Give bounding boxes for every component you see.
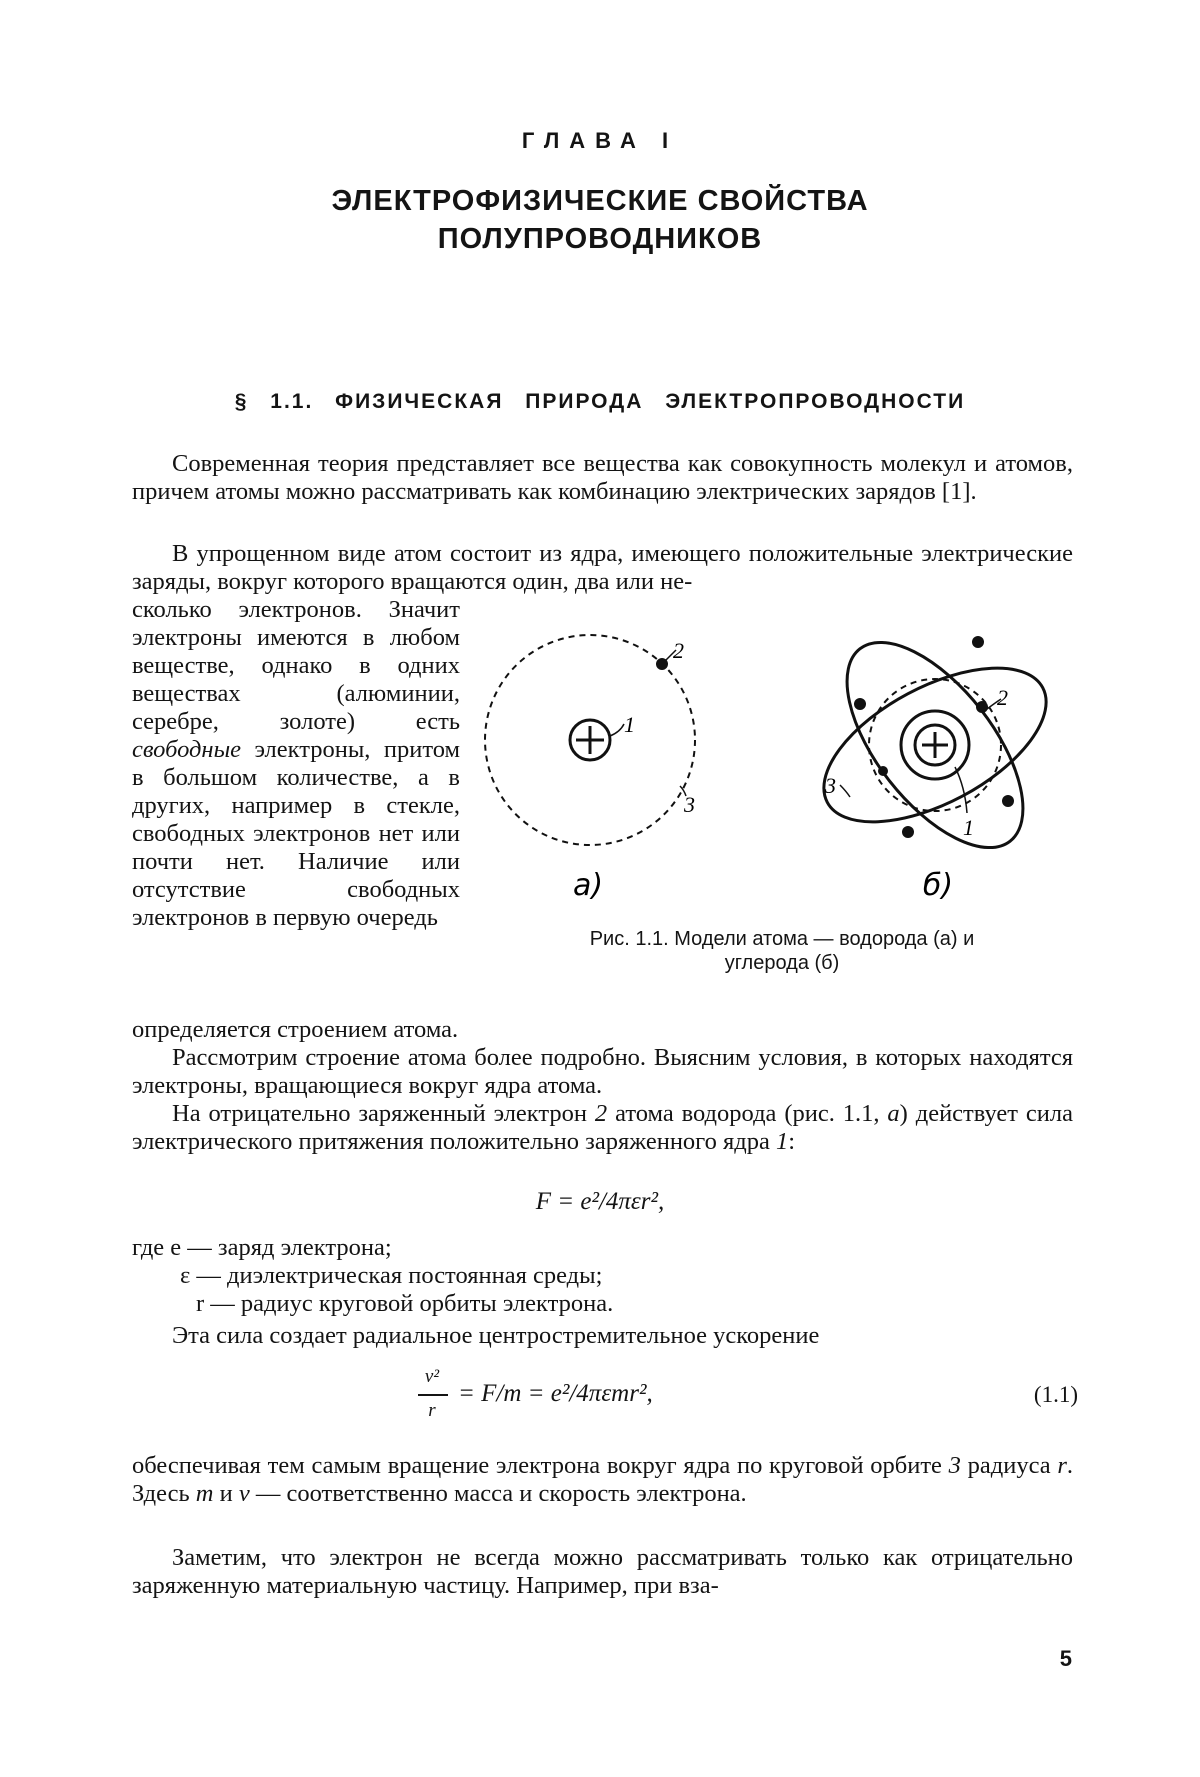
paragraph-5 [132, 1322, 1073, 1350]
chapter-title [0, 182, 1200, 258]
figure-caption [492, 927, 1072, 975]
figure-label-b: б) [922, 868, 954, 903]
paragraph-2-end: определяется строением атома. [132, 1016, 459, 1043]
svg-text:3: 3 [825, 773, 836, 798]
equation-1-1-rest: = F/m = e²/4πεmr², [458, 1380, 653, 1407]
definition-epsilon: ε — диэлектрическая постоянная среды; [180, 1262, 603, 1289]
equation-tag: (1.1) [1033, 1382, 1078, 1407]
chapter-title-line2: ПОЛУПРОВОДНИКОВ [437, 223, 763, 255]
carbon-model [800, 613, 1070, 877]
label-2-a: 2 [673, 638, 684, 663]
fraction-bar [418, 1394, 448, 1396]
paragraph-6: обеспечивая тем самым вращение электрона вокруг ядра по круговой орбите 3 радиуса r. Здесь m и v — соответственно масса и скорость электрона. [132, 1452, 1074, 1507]
fraction-numerator: v² [424, 1366, 440, 1387]
paragraph-3-text: Рассмотрим строение атома более подробно. Выясним условия, в которых находятся электроны, вращающиеся вокруг ядра атома. [132, 1044, 1073, 1099]
paragraph-1 [132, 450, 1073, 506]
svg-text:2: 2 [997, 685, 1008, 710]
label-1-a: 1 [624, 712, 635, 737]
svg-text:1: 1 [963, 815, 974, 840]
paragraph-2-intro-text: В упрощенном виде атом состоит из ядра, имеющего положительные электрические заряды, вокруг которого вращаются один, два или не- [132, 540, 1073, 595]
emphasis-free: свободные [132, 736, 242, 763]
page-number: 5 [1059, 1646, 1072, 1671]
label-3-a: 3 [684, 792, 695, 817]
paragraph-3 [132, 1044, 1073, 1100]
atom-models-figure [470, 610, 1070, 910]
equation-force: F = e²/4πεr², [535, 1188, 665, 1215]
paragraph-2-column-text-a: сколько электронов. Значит электроны имеются в любом веществе, однако в одних веществах (алюминии, серебре, золоте) есть [132, 596, 460, 735]
definition-r: r — радиус круговой орбиты электрона. [196, 1290, 614, 1317]
paragraph-4: На отрицательно заряженный электрон 2 атома водорода (рис. 1.1, а) действует сила электрического притяжения положительно заряженного ядра 1: [132, 1100, 1073, 1155]
figure-label-a: а) [572, 868, 604, 903]
paragraph-2-column-text-b: электроны, притом в большом количестве, а в других, например в стекле, свободных электронов нет или почти нет. Наличие или отсутствие свободных электронов в первую очередь [132, 736, 460, 931]
paragraph-1-text: Современная теория представляет все вещества как совокупность молекул и атомов, причем атомы можно рассматривать как комбинацию электрических зарядов [1]. [132, 450, 1073, 505]
section-heading: § 1.1. ФИЗИЧЕСКАЯ ПРИРОДА ЭЛЕКТРОПРОВОДНОСТИ [234, 390, 966, 413]
paragraph-2-column [132, 596, 460, 932]
figure-caption-line2: углерода (б) [724, 952, 840, 974]
definition-e: где e — заряд электрона; [132, 1234, 392, 1261]
paragraph-5-text: Эта сила создает радиальное центростремительное ускорение [172, 1322, 820, 1349]
equation-1-1 [418, 1366, 1078, 1436]
paragraph-2-intro [132, 540, 1073, 596]
chapter-title-line1: ЭЛЕКТРОФИЗИЧЕСКИЕ СВОЙСТВА [331, 185, 869, 217]
chapter-heading: ГЛАВА I [521, 128, 679, 153]
paragraph-7-text: Заметим, что электрон не всегда можно рассматривать только как отрицательно заряженную материальную частицу. Например, при вза- [132, 1544, 1073, 1599]
paragraph-7 [132, 1544, 1073, 1600]
figure-caption-line1: Рис. 1.1. Модели атома — водорода (а) и [589, 928, 975, 950]
fraction-denominator: r [428, 1400, 436, 1421]
